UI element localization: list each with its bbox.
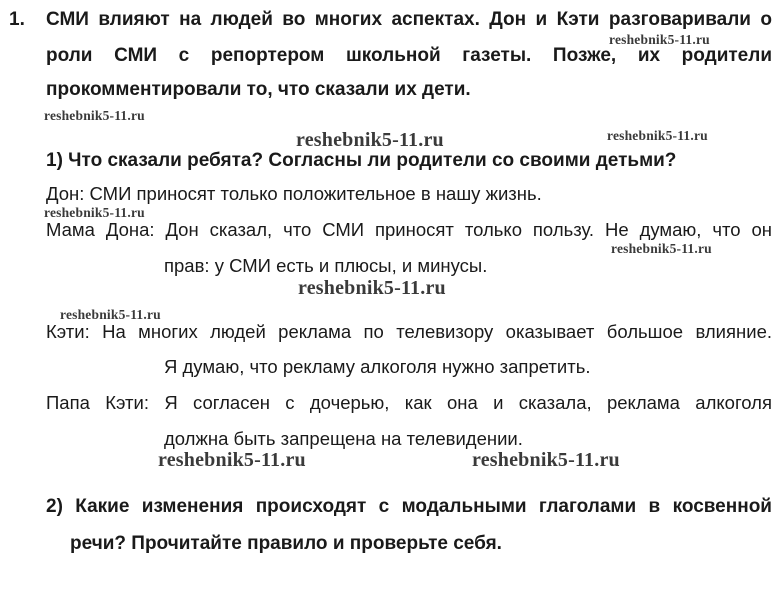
- watermark: reshebnik5-11.ru: [296, 129, 444, 151]
- question-1: 1) Что сказали ребята? Согласны ли родители со своими детьми?: [46, 150, 677, 171]
- dialogue-dad-line: должна быть запрещена на телевидении.: [164, 428, 523, 449]
- dialogue-don: Дон: СМИ приносят только положительное в нашу жизнь.: [46, 183, 542, 204]
- task-text-line: роли СМИ с репортером школьной газеты. Позже, их родители: [46, 45, 772, 66]
- task-text-line: СМИ влияют на людей во многих аспектах. Дон и Кэти разговаривали о: [46, 9, 772, 30]
- dialogue-mom-line: прав: у СМИ есть и плюсы, и минусы.: [164, 255, 488, 276]
- task-text-line: прокомментировали то, что сказали их дети.: [46, 79, 471, 100]
- dialogue-dad-line: Папа Кэти: Я согласен с дочерью, как она и сказала, реклама алкоголя: [46, 392, 772, 413]
- dialogue-katie-line: Кэти: На многих людей реклама по телевизору оказывает большое влияние.: [46, 321, 772, 342]
- watermark: reshebnik5-11.ru: [60, 307, 161, 322]
- question-2-line: 2) Какие изменения происходят с модальными глаголами в косвенной: [46, 496, 772, 517]
- watermark: reshebnik5-11.ru: [44, 205, 145, 220]
- watermark: reshebnik5-11.ru: [44, 108, 145, 123]
- task-number: 1.: [9, 9, 25, 30]
- dialogue-mom-line: Мама Дона: Дон сказал, что СМИ приносят только пользу. Не думаю, что он: [46, 219, 772, 240]
- question-2-line: речи? Прочитайте правило и проверьте себя.: [70, 533, 502, 554]
- watermark: reshebnik5-11.ru: [611, 241, 712, 256]
- watermark: reshebnik5-11.ru: [158, 449, 306, 471]
- watermark: reshebnik5-11.ru: [607, 128, 708, 143]
- watermark: reshebnik5-11.ru: [472, 449, 620, 471]
- watermark: reshebnik5-11.ru: [298, 277, 446, 299]
- dialogue-katie-line: Я думаю, что рекламу алкоголя нужно запретить.: [164, 356, 591, 377]
- watermark: reshebnik5-11.ru: [609, 32, 710, 47]
